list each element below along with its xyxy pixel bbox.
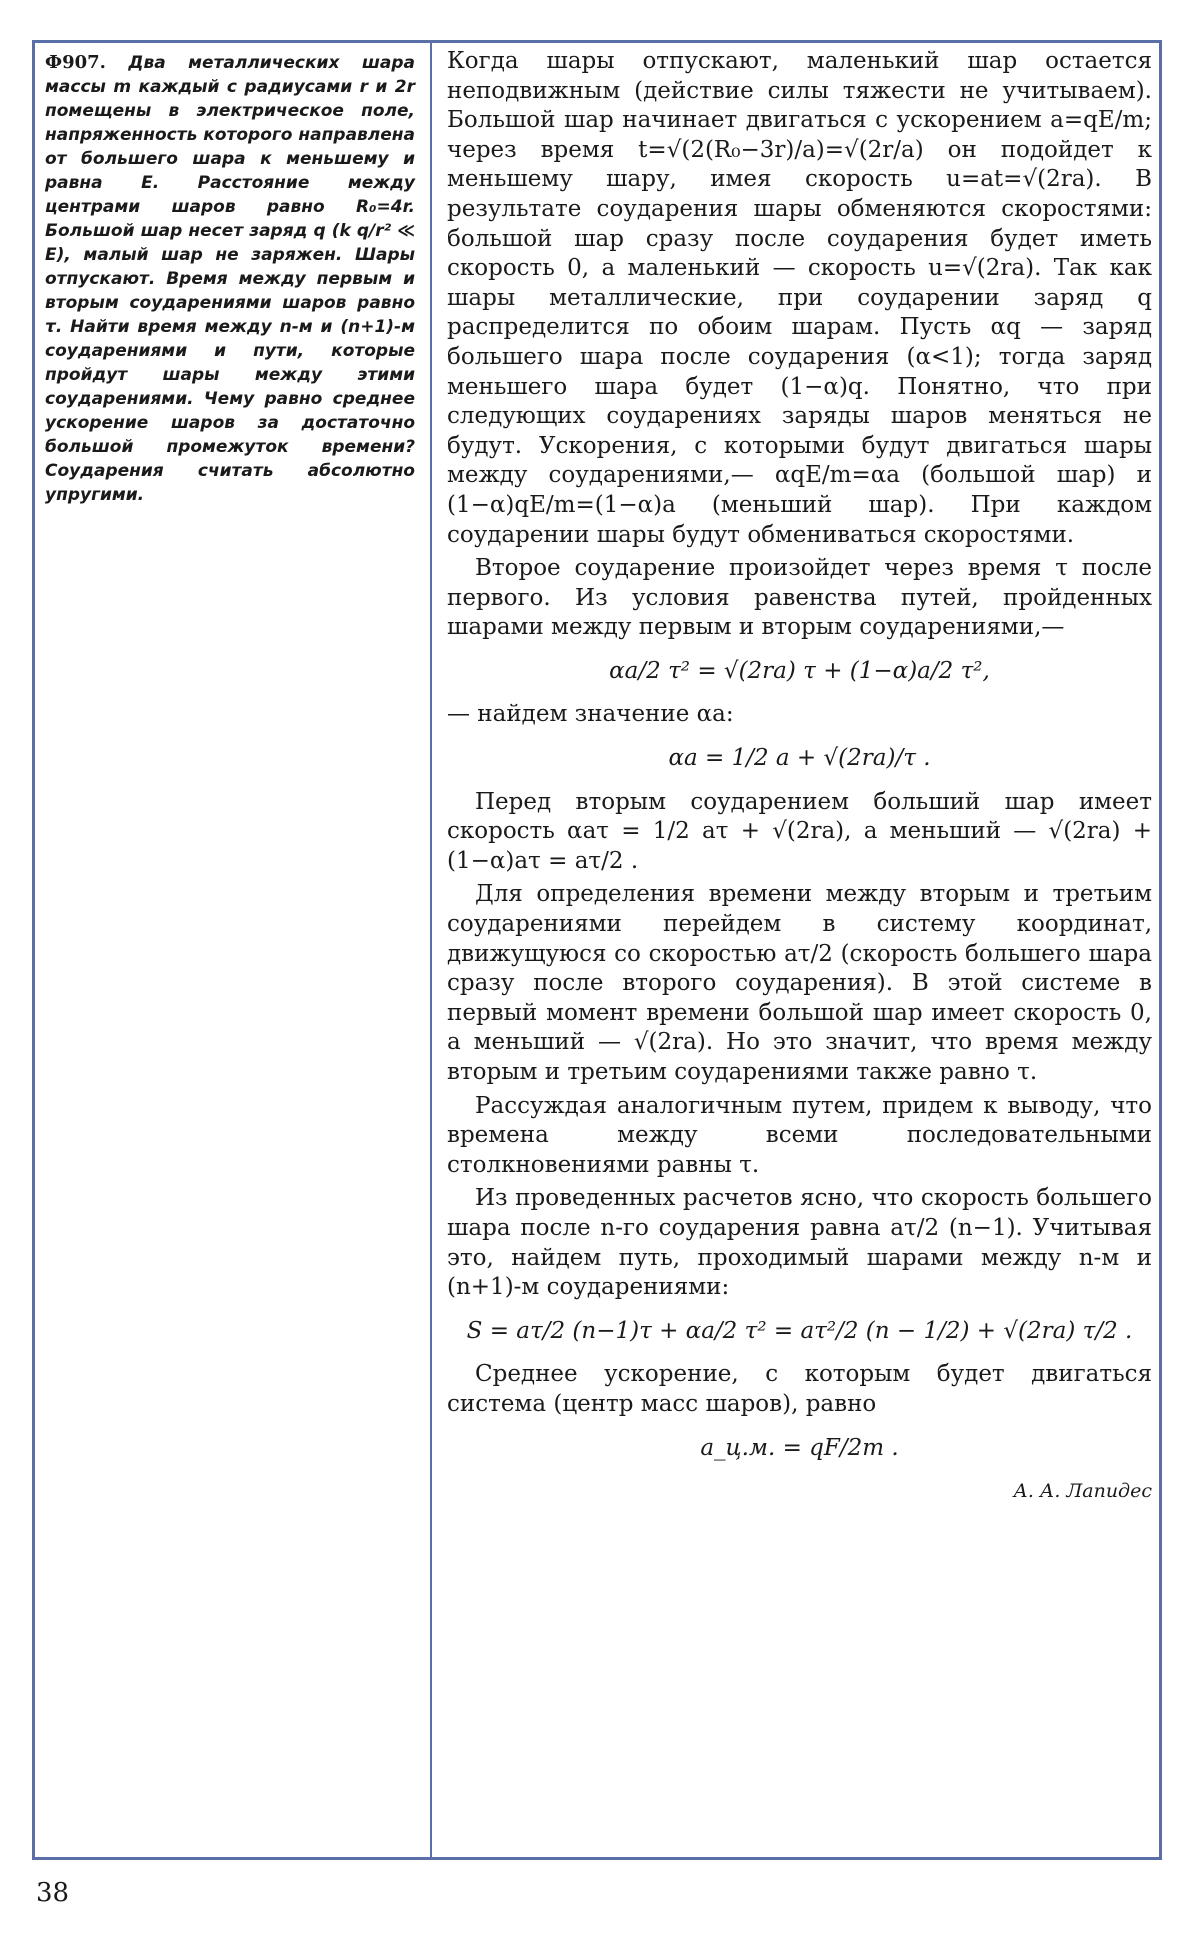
column-divider [430, 43, 432, 1857]
solution-paragraph-6: Рассуждая аналогичным путем, придем к выводу, что времена между всеми последовательными столкновениями равны τ. [447, 1092, 1152, 1178]
content-frame [32, 40, 1162, 1860]
solution-paragraph-1: Когда шары отпускают, маленький шар остается неподвижным (действие силы тяжести не учитываем). Большой шар начинает двигаться с ускорением a=qE/m; через время t=√(2(R₀−3r)/a)=√(2r/a) он подойдет к меньшему шару, имея скорость u=at=√(2ra). В результате соударения шары обменяются скоростями: большой шар сразу после соударения будет иметь скорость 0, а маленький — скорость u=√(2ra). Так как шары металлические, при соударении заряд q распределится по обоим шарам. Пусть αq — заряд большего шара после соударения (α<1); тогда заряд меньшего шара будет (1−α)q. Понятно, что при следующих соударениях заряды шаров меняться не будут. Ускорения, с которыми будут двигаться шары между соударениями,— αqE/m=αa (большой шар) и (1−α)qE/m=(1−α)a (меньший шар). При каждом соударении шары будут обмениваться скоростями. [447, 48, 1152, 548]
solution-paragraph-8: Среднее ускорение, с которым будет двигаться система (центр масс шаров), равно [447, 1361, 1152, 1417]
formula-3: S = aτ/2 (n−1)τ + αa/2 τ² = aτ²/2 (n − 1/2) + √(2ra) τ/2 . [466, 1317, 1133, 1344]
page-number: 38 [36, 1878, 70, 1908]
solution-paragraph-5: Для определения времени между вторым и третьим соударениями перейдем в систему координат, движущуюся со скоростью aτ/2 (скорость большего шара сразу после второго соударения). В этой системе в первый момент времени большой шар имеет скорость 0, а меньший — √(2ra). Но это значит, что время между вторым и третьим соударениями также равно τ. [447, 881, 1152, 1085]
author-signature: А. А. Лапидес [1013, 1480, 1152, 1503]
solution-paragraph-2: Второе соударение произойдет через время τ после первого. Из условия равенства путей, пройденных шарами между первым и вторым соударениями,— [447, 555, 1152, 641]
formula-2: αa = 1/2 a + √(2ra)/τ . [668, 745, 931, 772]
problem-id: Ф907. [45, 52, 106, 73]
formula-1: αa/2 τ² = √(2ra) τ + (1−α)a/2 τ², [609, 657, 990, 684]
solution-paragraph-3: — найдем значение αa: [447, 701, 734, 728]
solution-paragraph-7: Из проведенных расчетов ясно, что скорость большего шара после n-го соударения равна aτ/2 (n−1). Учитывая это, найдем путь, проходимый шарами между n-м и (n+1)-м соударениями: [447, 1185, 1152, 1301]
formula-4: a_ц.м. = qF/2m . [700, 1434, 899, 1461]
problem-statement [45, 51, 415, 507]
solution-paragraph-4: Перед вторым соударением больший шар имеет скорость αaτ = 1/2 aτ + √(2ra), а меньший — √(2ra) + (1−α)aτ = aτ/2 . [447, 788, 1152, 874]
problem-text: Два металлических шара массы m каждый с радиусами r и 2r помещены в электрическое поле, напряженность которого направлена от большего шара к меньшему и равна E. Расстояние между центрами шаров равно R₀=4r. Большой шар несет заряд q (k q/r² ≪ E), малый шар не заряжен. Шары отпускают. Время между первым и вторым соударениями шаров равно τ. Найти время между n-м и (n+1)-м соударениями и пути, которые пройдут шары между этими соударениями. Чему равно среднее ускорение шаров за достаточно большой промежуток времени? Соударения считать абсолютно упругими. [45, 53, 416, 505]
solution-text [447, 47, 1152, 1507]
